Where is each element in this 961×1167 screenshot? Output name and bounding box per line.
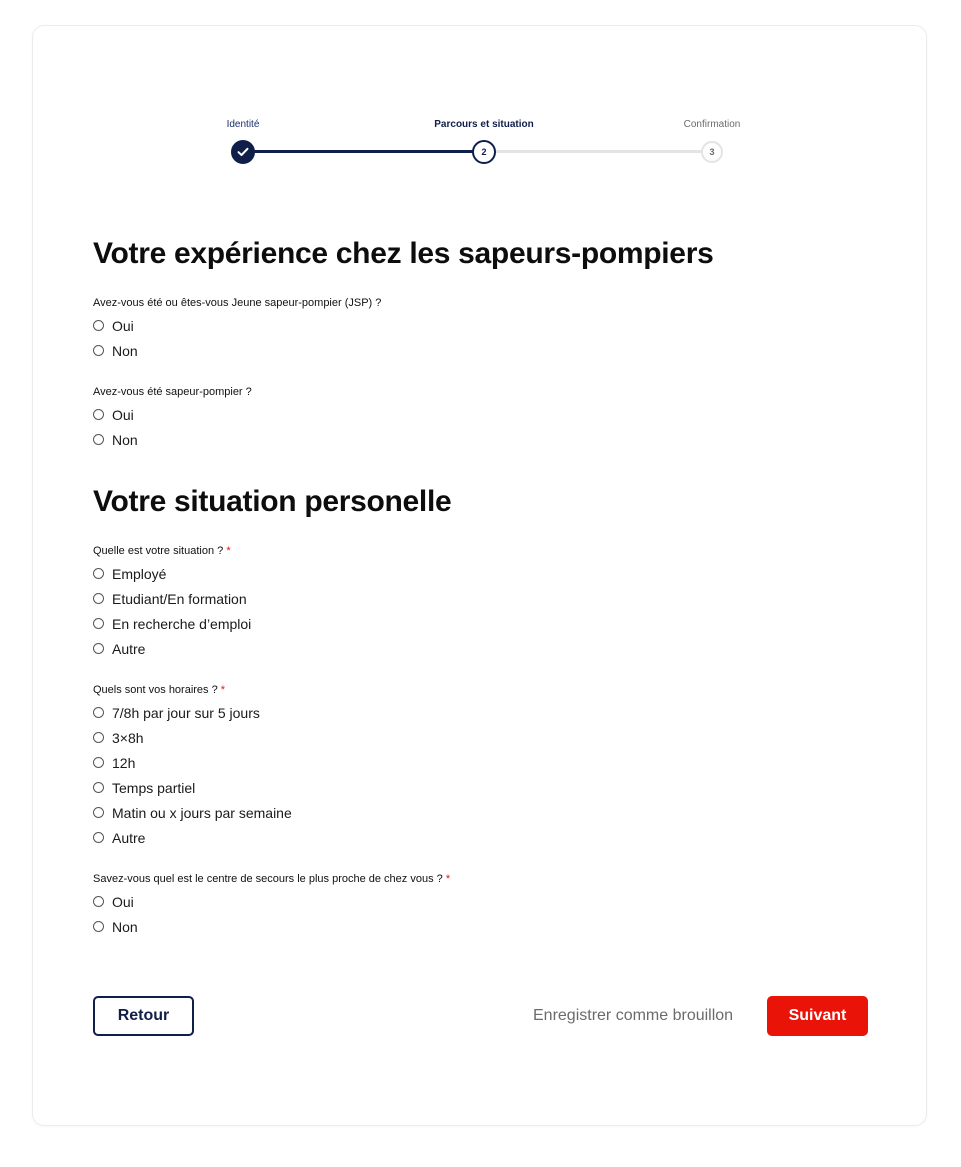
radio-button[interactable] — [93, 434, 104, 445]
radio-button[interactable] — [93, 593, 104, 604]
radio-option[interactable] — [93, 775, 873, 800]
question-label: Quels sont vos horaires ? * — [93, 684, 226, 696]
radio-option[interactable] — [93, 700, 873, 725]
section-title-situation: Votre situation personelle — [93, 485, 452, 518]
step-dot-confirmation: 3 — [701, 141, 723, 163]
required-mark: * — [226, 545, 231, 557]
option-label: Autre — [112, 640, 146, 657]
option-label: Autre — [112, 829, 146, 846]
radio-button[interactable] — [93, 320, 104, 331]
radio-button[interactable] — [93, 921, 104, 932]
radio-button[interactable] — [93, 782, 104, 793]
radio-option[interactable] — [93, 750, 873, 775]
radio-button[interactable] — [93, 807, 104, 818]
question-situation — [93, 544, 873, 661]
back-button[interactable]: Retour — [93, 996, 194, 1036]
next-button[interactable]: Suivant — [767, 996, 868, 1036]
radio-button[interactable] — [93, 618, 104, 629]
step-label-confirmation: Confirmation — [683, 119, 741, 130]
option-label: Non — [112, 342, 138, 359]
option-label: Oui — [112, 317, 134, 334]
option-label: Matin ou x jours par semaine — [112, 804, 292, 821]
progress-track-filled — [243, 150, 484, 153]
section-title-experience: Votre expérience chez les sapeurs-pompiers — [93, 237, 714, 270]
option-label: Non — [112, 431, 138, 448]
form-content — [93, 234, 873, 939]
radio-option[interactable] — [93, 636, 873, 661]
form-card — [32, 25, 927, 1126]
question-label: Quelle est votre situation ? * — [93, 545, 231, 557]
radio-option[interactable] — [93, 427, 873, 452]
radio-option[interactable] — [93, 402, 873, 427]
option-label: Oui — [112, 893, 134, 910]
question-label: Avez-vous été ou êtes-vous Jeune sapeur-pompier (JSP) ? — [93, 297, 382, 309]
option-label: Etudiant/En formation — [112, 590, 247, 607]
required-mark: * — [445, 873, 451, 885]
radio-button[interactable] — [93, 345, 104, 356]
option-label: 12h — [112, 754, 136, 771]
radio-option[interactable] — [93, 725, 873, 750]
radio-option[interactable] — [93, 800, 873, 825]
question-centre-secours — [93, 872, 873, 939]
step-label-parcours: Parcours et situation — [434, 119, 534, 130]
progress-stepper — [33, 26, 928, 196]
radio-option[interactable] — [93, 561, 873, 586]
radio-button[interactable] — [93, 896, 104, 907]
required-mark: * — [220, 684, 226, 696]
radio-button[interactable] — [93, 732, 104, 743]
radio-button[interactable] — [93, 707, 104, 718]
radio-option[interactable] — [93, 313, 873, 338]
question-jsp — [93, 296, 873, 363]
radio-option[interactable] — [93, 586, 873, 611]
radio-option[interactable] — [93, 889, 873, 914]
radio-button[interactable] — [93, 409, 104, 420]
step-dot-identite[interactable] — [231, 140, 255, 164]
option-label: Employé — [112, 565, 167, 582]
option-label: Non — [112, 918, 138, 935]
option-label: En recherche d’emploi — [112, 615, 252, 632]
option-label: 3×8h — [112, 729, 144, 746]
step-label-identite[interactable]: Identité — [226, 119, 260, 130]
radio-button[interactable] — [93, 832, 104, 843]
radio-option[interactable] — [93, 338, 873, 363]
radio-option[interactable] — [93, 914, 873, 939]
radio-option[interactable] — [93, 611, 873, 636]
progress-track-empty — [484, 150, 712, 153]
step-dot-parcours: 2 — [472, 140, 496, 164]
option-label: Temps partiel — [112, 779, 196, 796]
question-label: Savez-vous quel est le centre de secours le plus proche de chez vous ? * — [93, 873, 451, 885]
radio-option[interactable] — [93, 825, 873, 850]
option-label: Oui — [112, 406, 134, 423]
question-label: Avez-vous été sapeur-pompier ? — [93, 386, 252, 398]
radio-button[interactable] — [93, 643, 104, 654]
radio-button[interactable] — [93, 568, 104, 579]
question-horaires — [93, 683, 873, 850]
question-sapeur-pompier — [93, 385, 873, 452]
option-label: 7/8h par jour sur 5 jours — [112, 704, 260, 721]
save-draft-button[interactable]: Enregistrer comme brouillon — [533, 1007, 734, 1024]
radio-button[interactable] — [93, 757, 104, 768]
check-icon — [237, 147, 249, 157]
